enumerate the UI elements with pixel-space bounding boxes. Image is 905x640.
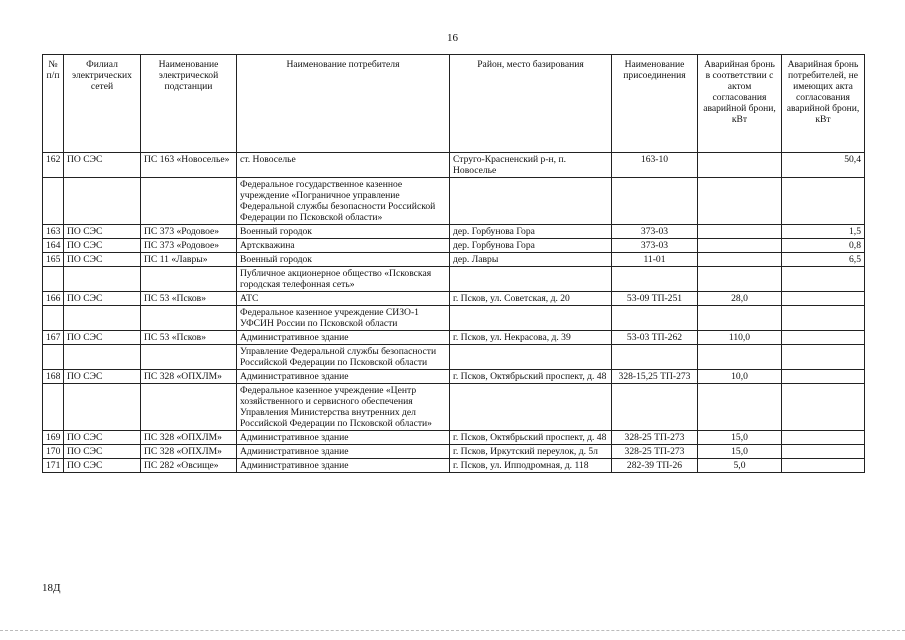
cell-reserve-act: 15,0: [698, 431, 782, 445]
cell-reserve-noact: [782, 331, 865, 345]
cell-num: [43, 267, 64, 292]
cell-connection: 282-39 ТП-26: [612, 459, 698, 473]
cell-num: [43, 306, 64, 331]
cell-substation: ПС 328 «ОПХЛМ»: [141, 431, 237, 445]
cell-consumer: Военный городок: [237, 253, 450, 267]
cell-reserve-act: [698, 384, 782, 431]
cell-consumer: Административное здание: [237, 370, 450, 384]
cell-district: [450, 306, 612, 331]
cell-num: 168: [43, 370, 64, 384]
cell-connection: 373-03: [612, 225, 698, 239]
table-row: [43, 225, 865, 239]
cell-reserve-noact: [782, 292, 865, 306]
cell-branch: ПО СЭС: [64, 370, 141, 384]
table-row: [43, 370, 865, 384]
table-row-organization: [43, 306, 865, 331]
cell-consumer: Административное здание: [237, 331, 450, 345]
cell-connection: [612, 384, 698, 431]
cell-connection: 163-10: [612, 153, 698, 178]
cell-num: 169: [43, 431, 64, 445]
cell-reserve-noact: 0,8: [782, 239, 865, 253]
cell-district: [450, 384, 612, 431]
cell-district: г. Псков, ул. Некрасова, д. 39: [450, 331, 612, 345]
table-row-organization: [43, 178, 865, 225]
cell-num: 165: [43, 253, 64, 267]
table-header: [43, 55, 865, 153]
cell-consumer: Административное здание: [237, 445, 450, 459]
cell-district: дер. Горбунова Гора: [450, 239, 612, 253]
cell-connection: [612, 306, 698, 331]
table-row: [43, 431, 865, 445]
scan-edge-divider: [0, 630, 905, 635]
cell-reserve-act: [698, 239, 782, 253]
cell-district: г. Псков, ул. Ипподромная, д. 118: [450, 459, 612, 473]
cell-consumer: Публичное акционерное общество «Псковская городская телефонная сеть»: [237, 267, 450, 292]
cell-district: дер. Лавры: [450, 253, 612, 267]
cell-district: г. Псков, Октябрьский проспект, д. 48: [450, 370, 612, 384]
table-row: [43, 459, 865, 473]
cell-reserve-noact: [782, 431, 865, 445]
cell-substation: ПС 163 «Новоселье»: [141, 153, 237, 178]
column-header: Аварийная бронь потребителей, не имеющих акта согласования аварийной брони, кВт: [782, 55, 865, 153]
cell-district: г. Псков, Октябрьский проспект, д. 48: [450, 431, 612, 445]
cell-consumer: Артскважина: [237, 239, 450, 253]
cell-consumer: ст. Новоселье: [237, 153, 450, 178]
cell-branch: ПО СЭС: [64, 331, 141, 345]
cell-num: 163: [43, 225, 64, 239]
cell-num: 166: [43, 292, 64, 306]
cell-reserve-act: [698, 253, 782, 267]
cell-reserve-noact: [782, 345, 865, 370]
cell-consumer: Федеральное казенное учреждение «Центр хозяйственного и сервисного обеспечения Управления Министерства внутренних дел Российской Федерации по Псковской области»: [237, 384, 450, 431]
cell-substation: ПС 373 «Родовое»: [141, 225, 237, 239]
cell-reserve-act: [698, 153, 782, 178]
cell-substation: [141, 178, 237, 225]
cell-num: [43, 178, 64, 225]
cell-reserve-act: [698, 306, 782, 331]
cell-substation: ПС 53 «Псков»: [141, 331, 237, 345]
cell-reserve-noact: [782, 459, 865, 473]
cell-reserve-noact: [782, 178, 865, 225]
cell-consumer: Федеральное государственное казенное учреждение «Пограничное управление Федеральной службы безопасности Российской Федерации по Псковской области»: [237, 178, 450, 225]
cell-reserve-noact: [782, 384, 865, 431]
table-body: [43, 153, 865, 473]
cell-branch: [64, 384, 141, 431]
cell-reserve-act: 10,0: [698, 370, 782, 384]
column-header: Наименование электрической подстанции: [141, 55, 237, 153]
cell-substation: [141, 267, 237, 292]
cell-branch: [64, 267, 141, 292]
page-number: 16: [447, 32, 458, 44]
cell-branch: ПО СЭС: [64, 459, 141, 473]
cell-district: дер. Горбунова Гора: [450, 225, 612, 239]
cell-reserve-noact: 50,4: [782, 153, 865, 178]
cell-district: г. Псков, ул. Советская, д. 20: [450, 292, 612, 306]
cell-connection: [612, 178, 698, 225]
cell-branch: ПО СЭС: [64, 253, 141, 267]
cell-reserve-act: [698, 267, 782, 292]
cell-district: [450, 267, 612, 292]
cell-branch: ПО СЭС: [64, 153, 141, 178]
cell-num: 171: [43, 459, 64, 473]
cell-connection: [612, 267, 698, 292]
cell-reserve-noact: 6,5: [782, 253, 865, 267]
cell-branch: ПО СЭС: [64, 445, 141, 459]
cell-num: 162: [43, 153, 64, 178]
table-row-organization: [43, 345, 865, 370]
table-row-organization: [43, 384, 865, 431]
cell-reserve-act: 28,0: [698, 292, 782, 306]
cell-substation: ПС 282 «Овсище»: [141, 459, 237, 473]
cell-substation: ПС 328 «ОПХЛМ»: [141, 370, 237, 384]
cell-branch: [64, 178, 141, 225]
cell-reserve-noact: [782, 306, 865, 331]
column-header: Наименование потребителя: [237, 55, 450, 153]
cell-num: [43, 345, 64, 370]
cell-substation: ПС 373 «Родовое»: [141, 239, 237, 253]
cell-district: Струго-Красненский р-н, п. Новоселье: [450, 153, 612, 178]
cell-reserve-noact: 1,5: [782, 225, 865, 239]
cell-connection: [612, 345, 698, 370]
cell-consumer: Управление Федеральной службы безопасности Российской Федерации по Псковской области: [237, 345, 450, 370]
cell-substation: [141, 345, 237, 370]
cell-num: [43, 384, 64, 431]
cell-branch: [64, 306, 141, 331]
column-header: Наименование присоединения: [612, 55, 698, 153]
table-row: [43, 292, 865, 306]
cell-consumer: АТС: [237, 292, 450, 306]
table-row: [43, 253, 865, 267]
table-row: [43, 153, 865, 178]
cell-branch: ПО СЭС: [64, 292, 141, 306]
table-row-organization: [43, 267, 865, 292]
cell-substation: [141, 306, 237, 331]
cell-substation: ПС 11 «Лавры»: [141, 253, 237, 267]
cell-consumer: Федеральное казенное учреждение СИЗО-1 УФСИН России по Псковской области: [237, 306, 450, 331]
cell-consumer: Административное здание: [237, 431, 450, 445]
cell-connection: 328-15,25 ТП-273: [612, 370, 698, 384]
table-row: [43, 445, 865, 459]
cell-reserve-noact: [782, 370, 865, 384]
cell-num: 164: [43, 239, 64, 253]
cell-connection: 53-09 ТП-251: [612, 292, 698, 306]
cell-branch: [64, 345, 141, 370]
cell-connection: 373-03: [612, 239, 698, 253]
cell-branch: ПО СЭС: [64, 431, 141, 445]
table-row: [43, 331, 865, 345]
cell-connection: 11-01: [612, 253, 698, 267]
cell-district: [450, 178, 612, 225]
cell-reserve-act: 5,0: [698, 459, 782, 473]
cell-reserve-act: [698, 225, 782, 239]
cell-reserve-act: [698, 178, 782, 225]
column-header: Филиал электрических сетей: [64, 55, 141, 153]
cell-num: 167: [43, 331, 64, 345]
cell-reserve-noact: [782, 267, 865, 292]
cell-reserve-act: 110,0: [698, 331, 782, 345]
cell-num: 170: [43, 445, 64, 459]
footer-mark: 18Д: [42, 582, 61, 594]
cell-connection: 328-25 ТП-273: [612, 431, 698, 445]
cell-branch: ПО СЭС: [64, 225, 141, 239]
cell-branch: ПО СЭС: [64, 239, 141, 253]
column-header: Район, место базирования: [450, 55, 612, 153]
cell-reserve-noact: [782, 445, 865, 459]
reserve-table: [42, 54, 865, 473]
cell-connection: 53-03 ТП-262: [612, 331, 698, 345]
cell-substation: ПС 53 «Псков»: [141, 292, 237, 306]
cell-consumer: Административное здание: [237, 459, 450, 473]
cell-reserve-act: [698, 345, 782, 370]
column-header: № п/п: [43, 55, 64, 153]
cell-substation: ПС 328 «ОПХЛМ»: [141, 445, 237, 459]
cell-substation: [141, 384, 237, 431]
cell-consumer: Военный городок: [237, 225, 450, 239]
column-header: Аварийная бронь в соответствии с актом согласования аварийной брони, кВт: [698, 55, 782, 153]
cell-district: г. Псков, Иркутский переулок, д. 5л: [450, 445, 612, 459]
cell-district: [450, 345, 612, 370]
cell-connection: 328-25 ТП-273: [612, 445, 698, 459]
table-row: [43, 239, 865, 253]
cell-reserve-act: 15,0: [698, 445, 782, 459]
